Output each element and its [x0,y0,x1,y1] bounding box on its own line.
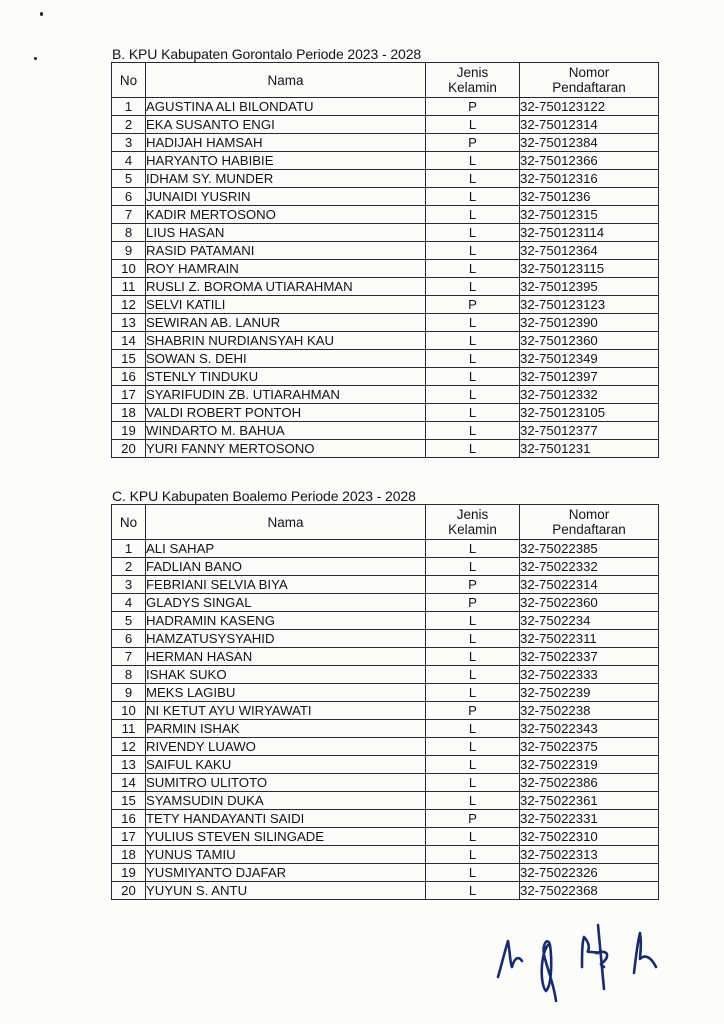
table-row [112,594,659,612]
table-row [112,350,659,368]
section-c-table [111,504,659,900]
cell-jenis-kelamin: P [426,98,520,116]
cell-nomor-pendaftaran: 32-75022331 [520,810,659,828]
table-row [112,792,659,810]
signature-stroke [596,925,607,989]
cell-no: 20 [112,440,146,458]
cell-nomor-pendaftaran: 32-75012377 [520,422,659,440]
cell-no: 3 [112,576,146,594]
cell-jenis-kelamin: L [426,422,520,440]
cell-nomor-pendaftaran: 32-75012360 [520,332,659,350]
table-row [112,134,659,152]
cell-no: 6 [112,188,146,206]
cell-jenis-kelamin: L [426,666,520,684]
table-row [112,630,659,648]
cell-nomor-pendaftaran: 32-75022360 [520,594,659,612]
cell-nama: HADIJAH HAMSAH [146,134,426,152]
cell-nomor-pendaftaran: 32-75022332 [520,558,659,576]
cell-nomor-pendaftaran: 32-75022319 [520,756,659,774]
cell-jenis-kelamin: L [426,558,520,576]
table-row [112,332,659,350]
cell-nomor-pendaftaran: 32-75022311 [520,630,659,648]
header-nomor-pendaftaran [520,505,659,540]
table-row [112,558,659,576]
scan-speck [40,12,43,16]
cell-nomor-pendaftaran: 32-7501231 [520,440,659,458]
cell-nomor-pendaftaran: 32-75022337 [520,648,659,666]
cell-nama: JUNAIDI YUSRIN [146,188,426,206]
cell-nomor-pendaftaran: 32-7502238 [520,702,659,720]
cell-jenis-kelamin: L [426,738,520,756]
cell-nama: SELVI KATILI [146,296,426,314]
header-jenis-kelamin [426,505,520,540]
cell-jenis-kelamin: L [426,612,520,630]
cell-jenis-kelamin: L [426,332,520,350]
cell-nama: VALDI ROBERT PONTOH [146,404,426,422]
cell-nomor-pendaftaran: 32-75012397 [520,368,659,386]
cell-nama: HARYANTO HABIBIE [146,152,426,170]
cell-nama: SUMITRO ULITOTO [146,774,426,792]
section-b-title: B. KPU Kabupaten Gorontalo Periode 2023 - 2028 [112,46,422,62]
cell-jenis-kelamin: L [426,386,520,404]
table-header-row [112,63,659,98]
section-c-title: C. KPU Kabupaten Boalemo Periode 2023 - 2028 [112,488,416,504]
cell-nomor-pendaftaran: 32-75022375 [520,738,659,756]
cell-nama: HERMAN HASAN [146,648,426,666]
table-row [112,648,659,666]
cell-no: 20 [112,882,146,900]
cell-nomor-pendaftaran: 32-75022326 [520,864,659,882]
cell-nomor-pendaftaran: 32-75022313 [520,846,659,864]
table-row [112,440,659,458]
cell-no: 9 [112,684,146,702]
cell-no: 2 [112,116,146,134]
cell-jenis-kelamin: L [426,116,520,134]
cell-jenis-kelamin: L [426,152,520,170]
cell-no: 6 [112,630,146,648]
table-row [112,576,659,594]
table-row [112,756,659,774]
table-row [112,242,659,260]
cell-no: 7 [112,648,146,666]
cell-nomor-pendaftaran: 32-75012395 [520,278,659,296]
cell-nomor-pendaftaran: 32-75022343 [520,720,659,738]
cell-no: 19 [112,422,146,440]
cell-nama: ISHAK SUKO [146,666,426,684]
cell-jenis-kelamin: L [426,882,520,900]
cell-nomor-pendaftaran: 32-75012366 [520,152,659,170]
cell-nama: SHABRIN NURDIANSYAH KAU [146,332,426,350]
cell-no: 17 [112,828,146,846]
cell-nomor-pendaftaran: 32-75012315 [520,206,659,224]
header-jenis-kelamin-text: Jenis Kelamin [448,65,497,95]
cell-jenis-kelamin: L [426,540,520,558]
cell-jenis-kelamin: L [426,368,520,386]
cell-nomor-pendaftaran: 32-7501236 [520,188,659,206]
table-row [112,864,659,882]
cell-nomor-pendaftaran: 32-75022385 [520,540,659,558]
cell-nomor-pendaftaran: 32-7502239 [520,684,659,702]
cell-no: 5 [112,170,146,188]
cell-nama: YUYUN S. ANTU [146,882,426,900]
cell-nama: IDHAM SY. MUNDER [146,170,426,188]
cell-nama: WINDARTO M. BAHUA [146,422,426,440]
header-nomor-pendaftaran-text: Nomor Pendaftaran [552,65,626,95]
cell-no: 14 [112,774,146,792]
cell-jenis-kelamin: P [426,594,520,612]
cell-nomor-pendaftaran: 32-750123123 [520,296,659,314]
table-row [112,152,659,170]
cell-nama: ALI SAHAP [146,540,426,558]
cell-jenis-kelamin: L [426,630,520,648]
table-row [112,882,659,900]
cell-no: 8 [112,666,146,684]
cell-jenis-kelamin: L [426,206,520,224]
cell-nama: FEBRIANI SELVIA BIYA [146,576,426,594]
table-row [112,260,659,278]
header-no: No [112,63,146,98]
cell-nama: NI KETUT AYU WIRYAWATI [146,702,426,720]
cell-no: 12 [112,296,146,314]
cell-jenis-kelamin: L [426,756,520,774]
section-b-table [111,62,659,458]
cell-nomor-pendaftaran: 32-75022361 [520,792,659,810]
signature-stroke [634,933,656,973]
cell-no: 11 [112,720,146,738]
cell-no: 14 [112,332,146,350]
cell-no: 18 [112,846,146,864]
cell-nama: HADRAMIN KASENG [146,612,426,630]
cell-jenis-kelamin: L [426,684,520,702]
cell-nama: RUSLI Z. BOROMA UTIARAHMAN [146,278,426,296]
cell-jenis-kelamin: L [426,828,520,846]
cell-jenis-kelamin: P [426,810,520,828]
cell-nomor-pendaftaran: 32-75012349 [520,350,659,368]
cell-nama: LIUS HASAN [146,224,426,242]
cell-nama: AGUSTINA ALI BILONDATU [146,98,426,116]
table-row [112,738,659,756]
table-row [112,720,659,738]
cell-no: 1 [112,98,146,116]
table-row [112,422,659,440]
cell-nama: SYAMSUDIN DUKA [146,792,426,810]
cell-nama: ROY HAMRAIN [146,260,426,278]
cell-nama: SAIFUL KAKU [146,756,426,774]
cell-nomor-pendaftaran: 32-75012364 [520,242,659,260]
cell-nomor-pendaftaran: 32-7502234 [520,612,659,630]
cell-nama: SYARIFUDIN ZB. UTIARAHMAN [146,386,426,404]
cell-jenis-kelamin: P [426,296,520,314]
cell-nama: STENLY TINDUKU [146,368,426,386]
cell-no: 18 [112,404,146,422]
signature-icon [490,915,670,1010]
cell-jenis-kelamin: L [426,720,520,738]
cell-jenis-kelamin: L [426,188,520,206]
header-no: No [112,505,146,540]
scan-speck [34,57,37,60]
header-nama: Nama [146,63,426,98]
cell-jenis-kelamin: L [426,846,520,864]
table-row [112,612,659,630]
header-jenis-kelamin-text: Jenis Kelamin [448,507,497,537]
cell-nama: FADLIAN BANO [146,558,426,576]
cell-nomor-pendaftaran: 32-750123115 [520,260,659,278]
table-row [112,170,659,188]
cell-nama: RIVENDY LUAWO [146,738,426,756]
cell-nomor-pendaftaran: 32-750123122 [520,98,659,116]
cell-jenis-kelamin: P [426,702,520,720]
cell-no: 3 [112,134,146,152]
cell-no: 2 [112,558,146,576]
cell-jenis-kelamin: P [426,134,520,152]
signature-stroke [498,941,522,977]
cell-nomor-pendaftaran: 32-75022314 [520,576,659,594]
cell-nama: EKA SUSANTO ENGI [146,116,426,134]
cell-nomor-pendaftaran: 32-75012390 [520,314,659,332]
cell-jenis-kelamin: L [426,792,520,810]
cell-no: 5 [112,612,146,630]
cell-nomor-pendaftaran: 32-75012332 [520,386,659,404]
cell-no: 13 [112,756,146,774]
cell-no: 4 [112,594,146,612]
table-row [112,828,659,846]
table-row [112,206,659,224]
cell-nama: YURI FANNY MERTOSONO [146,440,426,458]
signature-stroke [542,941,556,1001]
cell-no: 16 [112,368,146,386]
cell-nama: HAMZATUSYSYAHID [146,630,426,648]
cell-jenis-kelamin: L [426,404,520,422]
cell-no: 17 [112,386,146,404]
cell-nomor-pendaftaran: 32-75012314 [520,116,659,134]
cell-no: 1 [112,540,146,558]
cell-nama: YUNUS TAMIU [146,846,426,864]
cell-nama: SOWAN S. DEHI [146,350,426,368]
table-row [112,386,659,404]
table-row [112,774,659,792]
cell-jenis-kelamin: L [426,864,520,882]
cell-jenis-kelamin: L [426,648,520,666]
table-row [112,368,659,386]
table-row [112,296,659,314]
cell-no: 11 [112,278,146,296]
table-row [112,224,659,242]
table-row [112,846,659,864]
cell-no: 13 [112,314,146,332]
cell-jenis-kelamin: L [426,774,520,792]
header-nomor-pendaftaran-text: Nomor Pendaftaran [552,507,626,537]
cell-no: 9 [112,242,146,260]
cell-no: 15 [112,792,146,810]
table-row [112,540,659,558]
table-header-row [112,505,659,540]
cell-nomor-pendaftaran: 32-75012316 [520,170,659,188]
cell-no: 10 [112,260,146,278]
table-row [112,666,659,684]
table-row [112,278,659,296]
cell-nama: TETY HANDAYANTI SAIDI [146,810,426,828]
cell-nama: RASID PATAMANI [146,242,426,260]
table-row [112,810,659,828]
cell-jenis-kelamin: L [426,278,520,296]
cell-jenis-kelamin: L [426,260,520,278]
cell-nama: YUSMIYANTO DJAFAR [146,864,426,882]
cell-nomor-pendaftaran: 32-75022386 [520,774,659,792]
cell-nama: YULIUS STEVEN SILINGADE [146,828,426,846]
table-row [112,116,659,134]
cell-nama: GLADYS SINGAL [146,594,426,612]
cell-nomor-pendaftaran: 32-75012384 [520,134,659,152]
cell-no: 4 [112,152,146,170]
cell-nomor-pendaftaran: 32-75022368 [520,882,659,900]
table-row [112,702,659,720]
cell-nama: KADIR MERTOSONO [146,206,426,224]
cell-no: 15 [112,350,146,368]
cell-nama: SEWIRAN AB. LANUR [146,314,426,332]
cell-jenis-kelamin: L [426,170,520,188]
table-row [112,404,659,422]
header-nomor-pendaftaran [520,63,659,98]
cell-jenis-kelamin: P [426,576,520,594]
header-jenis-kelamin [426,63,520,98]
cell-nomor-pendaftaran: 32-75022333 [520,666,659,684]
cell-nomor-pendaftaran: 32-750123105 [520,404,659,422]
table-row [112,684,659,702]
cell-jenis-kelamin: L [426,350,520,368]
cell-jenis-kelamin: L [426,224,520,242]
cell-jenis-kelamin: L [426,314,520,332]
header-nama: Nama [146,505,426,540]
table-row [112,98,659,116]
cell-no: 7 [112,206,146,224]
cell-no: 19 [112,864,146,882]
cell-no: 16 [112,810,146,828]
cell-nama: PARMIN ISHAK [146,720,426,738]
cell-nomor-pendaftaran: 32-750123114 [520,224,659,242]
cell-jenis-kelamin: L [426,242,520,260]
cell-jenis-kelamin: L [426,440,520,458]
cell-no: 10 [112,702,146,720]
cell-nomor-pendaftaran: 32-75022310 [520,828,659,846]
cell-no: 8 [112,224,146,242]
table-row [112,188,659,206]
cell-nama: MEKS LAGIBU [146,684,426,702]
table-row [112,314,659,332]
cell-no: 12 [112,738,146,756]
